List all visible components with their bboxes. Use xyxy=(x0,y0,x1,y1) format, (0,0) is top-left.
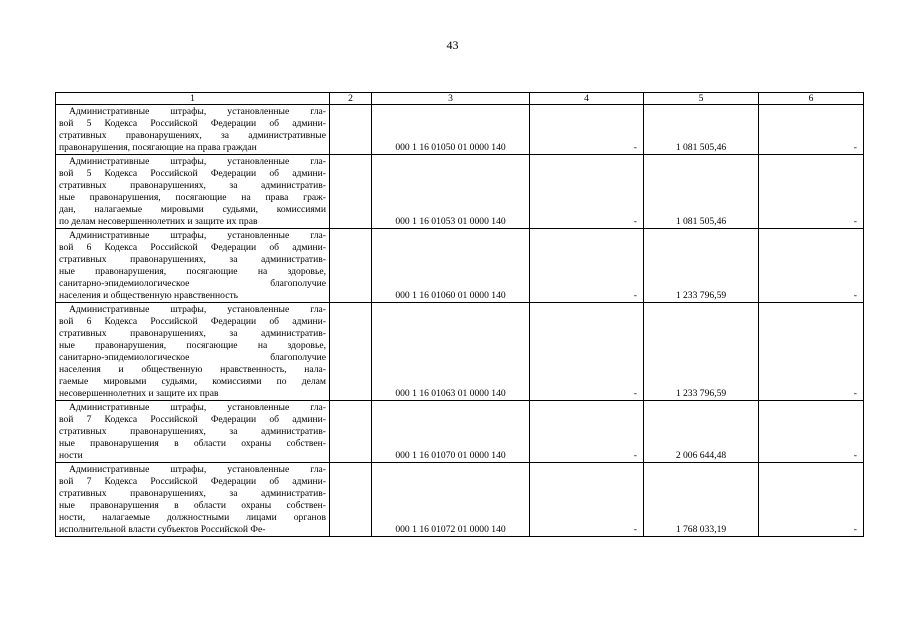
description-line: стративных правонарушениях, за административ- xyxy=(59,328,326,339)
row-col4: - xyxy=(530,105,644,155)
description-line: несовершеннолетних и защите их прав xyxy=(59,388,219,399)
table-row xyxy=(56,229,864,303)
description-line: санитарно-эпидемиологическое благополучие xyxy=(59,352,326,363)
description-line: стративных правонарушениях, за административные xyxy=(59,130,326,141)
description-line: стративных правонарушениях, за административ- xyxy=(59,488,326,499)
row-col6: - xyxy=(759,463,864,537)
table-header-row xyxy=(56,93,864,105)
description-line: Административные штрафы, установленные гла- xyxy=(69,304,326,315)
description-line: Административные штрафы, установленные гла- xyxy=(69,464,326,475)
row-budget-code: 000 1 16 01050 01 0000 140 xyxy=(372,105,530,155)
row-budget-code: 000 1 16 01063 01 0000 140 xyxy=(372,303,530,401)
row-col4: - xyxy=(530,229,644,303)
row-col2 xyxy=(330,229,372,303)
column-header: 2 xyxy=(330,93,372,105)
row-col6: - xyxy=(759,229,864,303)
row-col2 xyxy=(330,401,372,463)
description-line: ности xyxy=(59,450,83,461)
row-col6: - xyxy=(759,155,864,229)
description-line: Административные штрафы, установленные гла- xyxy=(69,156,326,167)
row-col6: - xyxy=(759,105,864,155)
row-budget-code: 000 1 16 01070 01 0000 140 xyxy=(372,401,530,463)
row-description xyxy=(56,401,330,463)
description-line: вой 6 Кодекса Российской Федерации об админи- xyxy=(59,242,326,253)
row-description xyxy=(56,155,330,229)
description-line: правонарушения, посягающие на права граждан xyxy=(59,142,257,153)
row-col2 xyxy=(330,155,372,229)
row-col4: - xyxy=(530,463,644,537)
description-line: Административные штрафы, установленные гла- xyxy=(69,402,326,413)
description-line: санитарно-эпидемиологическое благополучие xyxy=(59,278,326,289)
description-line: населения и общественную нравственность, нала- xyxy=(59,364,326,375)
table-row xyxy=(56,303,864,401)
row-col6: - xyxy=(759,401,864,463)
row-description xyxy=(56,105,330,155)
row-description xyxy=(56,229,330,303)
description-line: гаемые мировыми судьями, комиссиями по делам xyxy=(59,376,326,387)
column-header: 3 xyxy=(372,93,530,105)
row-amount: 1 081 505,46 xyxy=(644,105,759,155)
table-body xyxy=(56,105,864,537)
row-amount: 1 233 796,59 xyxy=(644,303,759,401)
row-col4: - xyxy=(530,303,644,401)
row-budget-code: 000 1 16 01072 01 0000 140 xyxy=(372,463,530,537)
description-line: стративных правонарушениях, за административ- xyxy=(59,180,326,191)
column-header: 1 xyxy=(56,93,330,105)
description-line: вой 7 Кодекса Российской Федерации об админи- xyxy=(59,476,326,487)
description-line: Административные штрафы, установленные гла- xyxy=(69,106,326,117)
row-amount: 1 233 796,59 xyxy=(644,229,759,303)
column-header: 4 xyxy=(530,93,644,105)
table-row xyxy=(56,401,864,463)
row-budget-code: 000 1 16 01060 01 0000 140 xyxy=(372,229,530,303)
description-line: вой 7 Кодекса Российской Федерации об админи- xyxy=(59,414,326,425)
row-budget-code: 000 1 16 01053 01 0000 140 xyxy=(372,155,530,229)
row-col4: - xyxy=(530,155,644,229)
budget-revenue-table xyxy=(55,92,864,537)
description-line: вой 5 Кодекса Российской Федерации об админи- xyxy=(59,168,326,179)
row-col2 xyxy=(330,463,372,537)
column-header: 5 xyxy=(644,93,759,105)
row-description xyxy=(56,463,330,537)
description-line: стративных правонарушениях, за административ- xyxy=(59,254,326,265)
description-line: ные правонарушения, посягающие на здоровье, xyxy=(59,266,326,277)
row-col2 xyxy=(330,105,372,155)
description-line: ные правонарушения в области охраны собствен- xyxy=(59,500,326,511)
row-amount: 2 006 644,48 xyxy=(644,401,759,463)
description-line: ные правонарушения, посягающие на здоровье, xyxy=(59,340,326,351)
table-row xyxy=(56,155,864,229)
row-amount: 1 081 505,46 xyxy=(644,155,759,229)
description-line: ные правонарушения, посягающие на права граж- xyxy=(59,192,326,203)
table-row xyxy=(56,463,864,537)
column-header: 6 xyxy=(759,93,864,105)
description-line: вой 6 Кодекса Российской Федерации об админи- xyxy=(59,316,326,327)
page-number: 43 xyxy=(446,38,459,52)
description-line: населения и общественную нравственность xyxy=(59,290,239,301)
row-col6: - xyxy=(759,303,864,401)
description-line: Административные штрафы, установленные гла- xyxy=(69,230,326,241)
description-line: вой 5 Кодекса Российской Федерации об админи- xyxy=(59,118,326,129)
table-row xyxy=(56,105,864,155)
row-description xyxy=(56,303,330,401)
description-line: по делам несовершеннолетних и защите их прав xyxy=(59,216,258,227)
row-col4: - xyxy=(530,401,644,463)
description-line: дан, налагаемые мировыми судьями, комиссиями xyxy=(59,204,326,215)
description-line: стративных правонарушениях, за административ- xyxy=(59,426,326,437)
description-line: ности, налагаемые должностными лицами органов xyxy=(59,512,326,523)
row-amount: 1 768 033,19 xyxy=(644,463,759,537)
description-line: исполнительной власти субъектов Российской Фе- xyxy=(59,524,266,535)
description-line: ные правонарушения в области охраны собствен- xyxy=(59,438,326,449)
row-col2 xyxy=(330,303,372,401)
